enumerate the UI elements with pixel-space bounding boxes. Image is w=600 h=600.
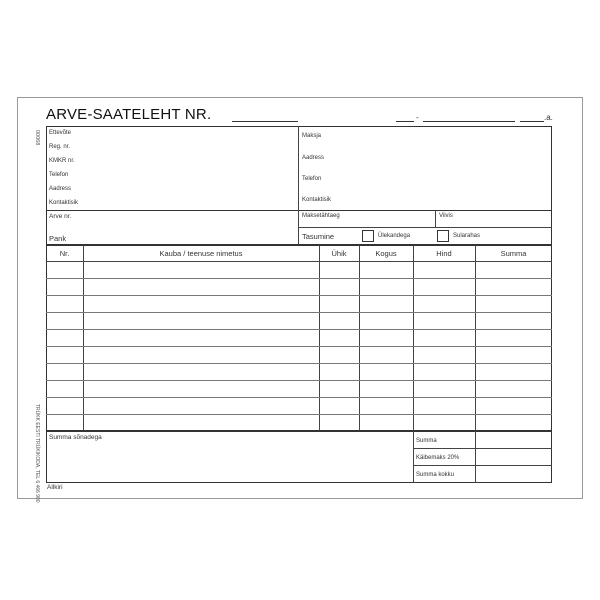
seller-contact-label: Kontaktisik (49, 200, 79, 206)
parties-block (46, 126, 552, 211)
total-label: Summa kokku (416, 472, 455, 478)
col-header-qty: Kogus (375, 249, 397, 258)
transfer-checkbox[interactable] (362, 230, 374, 242)
seller-phone-label: Telefon (49, 172, 69, 178)
col-header-sum: Summa (500, 249, 527, 258)
seller-company-label: Ettevõte (49, 130, 72, 136)
col-header-unit: Ühik (331, 249, 347, 258)
buyer-contact-label: Kontaktisik (302, 197, 332, 203)
buyer-phone-label: Telefon (302, 176, 322, 182)
totals-row-line (413, 448, 552, 449)
table-row (46, 346, 552, 347)
seller-address-label: Aadress (49, 186, 72, 192)
sum-label: Summa (416, 438, 437, 444)
signature-label: Allkiri (47, 484, 63, 491)
invoice-no-label: Arve nr. (49, 213, 72, 220)
invoice-number-field[interactable] (232, 121, 298, 122)
info-due-divider (435, 210, 436, 227)
parties-divider (298, 126, 299, 211)
table-header-line (46, 261, 552, 262)
vat-label: Käibemaks 20% (416, 455, 460, 461)
date-day-field[interactable] (396, 121, 414, 122)
table-row (46, 397, 552, 398)
totals-row-line (413, 465, 552, 466)
col-divider-nr (83, 245, 84, 431)
sum-in-words-label: Summa sõnadega (49, 434, 102, 441)
col-header-nr: Nr. (59, 249, 70, 258)
table-row (46, 414, 552, 415)
transfer-label: Ülekandega (378, 233, 411, 239)
buyer-address-label: Aadress (302, 155, 325, 161)
printer-imprint: TRÜKK EESTI TRÜKIKODA, TEL 6 466 900 (34, 404, 40, 503)
cash-label: Sularahas (453, 233, 481, 239)
due-date-label: Maksetähtaeg (302, 213, 340, 219)
seller-vat-label: KMKR nr. (49, 158, 75, 164)
date-year-field[interactable] (520, 121, 544, 122)
totals-divider-right (475, 431, 476, 483)
table-row (46, 312, 552, 313)
totals-divider-left (413, 431, 414, 483)
table-row (46, 278, 552, 279)
col-divider-unit (359, 245, 360, 431)
cash-checkbox[interactable] (437, 230, 449, 242)
payment-label: Tasumine (302, 232, 335, 241)
col-divider-name (319, 245, 320, 431)
table-row (46, 380, 552, 381)
invoice-title: ARVE-SAATELEHT NR. (46, 106, 212, 123)
totals-block (46, 431, 552, 483)
col-header-price: Hind (436, 249, 452, 258)
table-row (46, 363, 552, 364)
table-row (46, 329, 552, 330)
col-divider-qty (413, 245, 414, 431)
form-code: 00068 (34, 130, 40, 146)
date-separator: - (416, 113, 419, 122)
buyer-payer-label: Maksja (302, 133, 322, 139)
info-row-divider (298, 227, 552, 228)
col-divider-price (475, 245, 476, 431)
penalty-label: Viivis (439, 213, 453, 219)
items-table (46, 245, 552, 431)
bank-label: Pank (49, 234, 67, 243)
date-year-suffix: .a. (544, 113, 553, 122)
col-header-name: Kauba / teenuse nimetus (159, 249, 243, 258)
table-row (46, 295, 552, 296)
seller-reg-label: Reg. nr. (49, 144, 71, 150)
date-month-field[interactable] (423, 121, 515, 122)
